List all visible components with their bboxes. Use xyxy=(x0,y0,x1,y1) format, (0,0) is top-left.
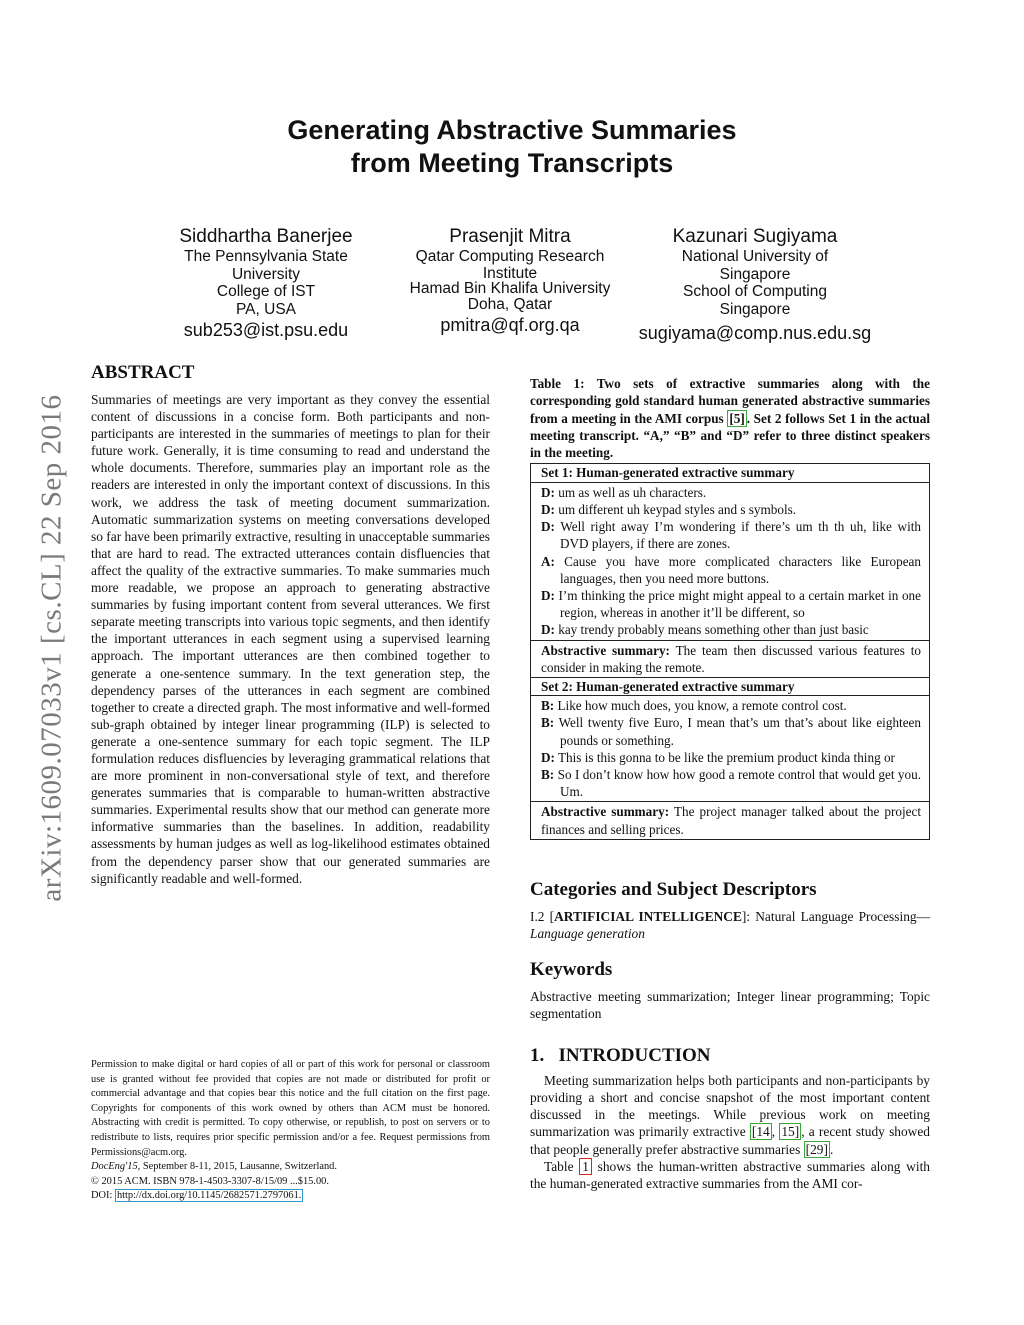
author-name: Siddhartha Banerjee xyxy=(179,226,353,247)
keywords-section xyxy=(530,958,930,1022)
abstract-text: Summaries of meetings are very important as they convey the essential content of discussions in a concise form. Both participants and non-participants are interested in the summaries of meetings to plan for their future work. Generally, it is time consuming to read and understand the whole documents. Therefore, summaries play an important role as the readers are interested in only the important context of discussions. In this work, we address the task of meeting document summarization. Automatic summarization systems on meeting conversations developed so far have been primarily extractive, resulting in unacceptable summaries that are hard to read. The extracted utterances contain disfluencies that affect the quality of the extractive summaries. To make summaries much more readable, we propose an approach to generating abstractive summaries by fusing important content from several utterances. We first separate meeting transcripts into various topic segments, and then identify the important utterances in each segment using a supervised learning approach. The important utterances are then combined together to generate a one-sentence summary. In the text generation step, the dependency parses of the utterances in each segment are combined together to create a directed graph. The most informative and well-formed sub-graph obtained by integer linear programming (ILP) is selected to generate a one-sentence summary for each topic segment. The ILP formulation reduces disfluencies by leveraging grammatical relations that are more prominent in non-conversational style of text, and therefore generates summaries that is comparable to human-written abstractive summaries. Experimental results show that our method can generate more informative summaries than the baselines. In addition, readability assessments by human judges as well as log-likelihood estimates obtained from the dependency parser show that our generated summaries are significantly readable and well-formed. xyxy=(91,392,490,886)
author-affiliation-line: PA, USA xyxy=(235,300,296,318)
speaker-label: D: xyxy=(541,501,555,517)
permission-notice xyxy=(91,1058,490,1204)
author-affiliation-line: Hamad Bin Khalifa University xyxy=(409,279,611,297)
title-line-2: from Meeting Transcripts xyxy=(350,148,674,178)
category-name: ARTIFICIAL INTELLIGENCE xyxy=(554,908,742,924)
author-name: Prasenjit Mitra xyxy=(449,226,571,247)
categories-text xyxy=(530,908,930,942)
author-affiliation-line: Qatar Computing Research xyxy=(415,248,605,265)
speaker-label: B: xyxy=(541,698,555,714)
venue-name: DocEng'15, xyxy=(91,1161,141,1173)
abstract-section xyxy=(91,361,490,887)
author-affiliation-line: Institute xyxy=(482,264,538,282)
set2-heading: Set 2: Human-generated extractive summary xyxy=(531,678,929,696)
utterance xyxy=(541,518,921,552)
introduction-paragraph-2 xyxy=(530,1158,930,1192)
set1-utterances xyxy=(531,483,929,641)
utterance xyxy=(541,697,921,714)
set1-heading: Set 1: Human-generated extractive summary xyxy=(531,464,929,482)
utterance xyxy=(541,484,921,501)
table-caption xyxy=(530,375,930,461)
abstractive-label: Abstractive summary: xyxy=(541,642,670,658)
author-email: sub253@ist.psu.edu xyxy=(183,320,349,340)
author-affiliation-line: Doha, Qatar xyxy=(467,295,553,313)
right-column xyxy=(530,375,930,1192)
category-code: I.2 [ xyxy=(530,908,555,924)
citation-link[interactable]: [29] xyxy=(805,1141,828,1157)
set1-abstractive-summary xyxy=(531,641,929,678)
categories-section xyxy=(530,878,930,942)
utterance-text: This is this gonna to be like the premium product kinda thing or xyxy=(554,749,895,765)
introduction-heading: 1. INTRODUCTION xyxy=(530,1045,711,1067)
author-block-3 xyxy=(635,226,875,344)
utterance xyxy=(541,621,921,638)
categories-heading: Categories and Subject Descriptors xyxy=(530,878,817,900)
doi-link[interactable]: http://dx.doi.org/10.1145/2682571.2797061. xyxy=(116,1190,302,1202)
abstractive-text: The team then discussed various features to consider in making the remote. xyxy=(541,642,921,675)
keywords-heading: Keywords xyxy=(530,958,613,980)
introduction-paragraph-1 xyxy=(530,1072,930,1157)
conference-venue xyxy=(91,1160,490,1175)
utterance xyxy=(541,714,921,748)
author-affiliation-line: College of IST xyxy=(216,283,316,300)
author-block-2 xyxy=(390,226,630,336)
utterance-text: Well twenty five Euro, I mean that’s um that’s about like eighteen pounds or something. xyxy=(554,715,921,748)
utterance-text: Well right away I’m wondering if there’s um th th uh, like with DVD players, if there are zones. xyxy=(554,519,921,552)
paper-title xyxy=(0,114,1024,180)
speaker-label: B: xyxy=(541,766,555,782)
table-caption-text: Table 1: Two sets of extractive summaries along with the corresponding gold standard human generated abstractive summaries from a meeting in the AMI corpus xyxy=(530,376,930,426)
intro-text: . xyxy=(829,1141,834,1157)
utterance-text: Like how much does, you know, a remote control cost. xyxy=(554,698,847,714)
citation-link[interactable]: 15] xyxy=(781,1124,800,1140)
author-email: pmitra@qf.org.qa xyxy=(440,315,580,335)
speaker-label: D: xyxy=(541,749,555,765)
utterance-text: So I don’t know how how good a remote control that would get you. Um. xyxy=(554,766,921,800)
author-email: sugiyama@comp.nus.edu.sg xyxy=(638,323,872,343)
utterance xyxy=(541,749,921,766)
arxiv-stamp: arXiv:1609.07033v1 [cs.CL] 22 Sep 2016 xyxy=(35,394,68,902)
intro-text: , xyxy=(771,1124,780,1140)
author-affiliation-line: School of Computing xyxy=(683,283,827,300)
intro-text: , a recent study showed that people generally prefer abstractive summaries xyxy=(530,1124,930,1157)
table-reference-link[interactable]: 1 xyxy=(579,1158,592,1175)
copyright-line: © 2015 ACM. ISBN 978-1-4503-3307-8/15/09 ...$15.00. xyxy=(91,1175,329,1187)
doi-line xyxy=(91,1189,490,1204)
utterance-text: kay trendy probably means something other than just basic xyxy=(554,622,869,638)
citation-link[interactable]: [14 xyxy=(751,1124,770,1140)
category-rest: ]: Natural Language Processing— xyxy=(741,908,930,924)
speaker-label: D: xyxy=(541,587,555,603)
abstractive-text: The project manager talked about the project finances and selling prices. xyxy=(541,804,921,837)
doi-label: DOI: xyxy=(91,1190,115,1202)
category-subject: Language generation xyxy=(530,925,645,941)
speaker-label: D: xyxy=(541,519,555,535)
intro-text: shows the human-written abstractive summaries along with the human-generated extractive summaries from the AMI cor- xyxy=(530,1158,930,1191)
speaker-label: D: xyxy=(541,484,555,500)
summary-table xyxy=(530,463,930,839)
venue-details: September 8-11, 2015, Lausanne, Switzerland. xyxy=(140,1161,337,1173)
author-affiliation-line: University xyxy=(231,265,301,283)
intro-text: Meeting summarization helps both participants and non-participants by providing a short and concise snapshot of the most important content discussed in the meetings. While previous work on meeting summarization was primarily extractive xyxy=(530,1073,930,1140)
set2-utterances xyxy=(531,696,929,802)
utterance xyxy=(541,501,921,518)
permission-text: Permission to make digital or hard copies of all or part of this work for personal or classroom use is granted without fee provided that copies are not made or distributed for profit or commercial advantage and that copies bear this notice and the full citation on the first page. Copyrights for components of this work owned by others than ACM must be honored. Abstracting with credit is permitted. To copy otherwise, or republish, to post on servers or to redistribute to lists, requires prior specific permission and/or a fee. Request permissions from Permissions@acm.org. xyxy=(91,1059,490,1158)
author-block-1 xyxy=(146,226,386,341)
speaker-label: B: xyxy=(541,715,555,731)
speaker-label: A: xyxy=(541,553,555,569)
citation-link[interactable]: [5] xyxy=(729,410,745,426)
utterance xyxy=(541,553,921,587)
set2-abstractive-summary xyxy=(531,802,929,838)
utterance xyxy=(541,766,921,800)
author-name: Kazunari Sugiyama xyxy=(672,226,838,247)
abstractive-label: Abstractive summary: xyxy=(541,804,670,820)
author-affiliation-line: Singapore xyxy=(719,300,791,318)
intro-text: Table xyxy=(544,1158,580,1174)
utterance-text: um as well as uh characters. xyxy=(554,484,707,500)
author-affiliation-line: Singapore xyxy=(719,265,791,283)
author-affiliation-line: The Pennsylvania State xyxy=(184,248,348,265)
table-caption-text-end: . Set 2 follows Set 1 in the actual meeting transcript. “A,” “B” and “D” refer to three distinct speakers in the meeting. xyxy=(530,410,930,461)
speaker-label: D: xyxy=(541,622,555,638)
utterance xyxy=(541,587,921,621)
introduction-section xyxy=(530,1044,930,1192)
utterance-text: um different uh keypad styles and s symbols. xyxy=(554,501,797,517)
title-line-1: Generating Abstractive Summaries xyxy=(287,115,737,145)
abstract-heading: ABSTRACT xyxy=(91,362,195,383)
utterance-text: I’m thinking the price might might appeal to a certain market in one region, whereas in another it’ll be different, so xyxy=(554,587,921,621)
utterance-text: Cause you have more complicated characters like European languages, then you need more buttons. xyxy=(554,553,921,586)
author-affiliation-line: National University of xyxy=(681,248,829,265)
keywords-text: Abstractive meeting summarization; Integer linear programming; Topic segmentation xyxy=(530,988,930,1022)
